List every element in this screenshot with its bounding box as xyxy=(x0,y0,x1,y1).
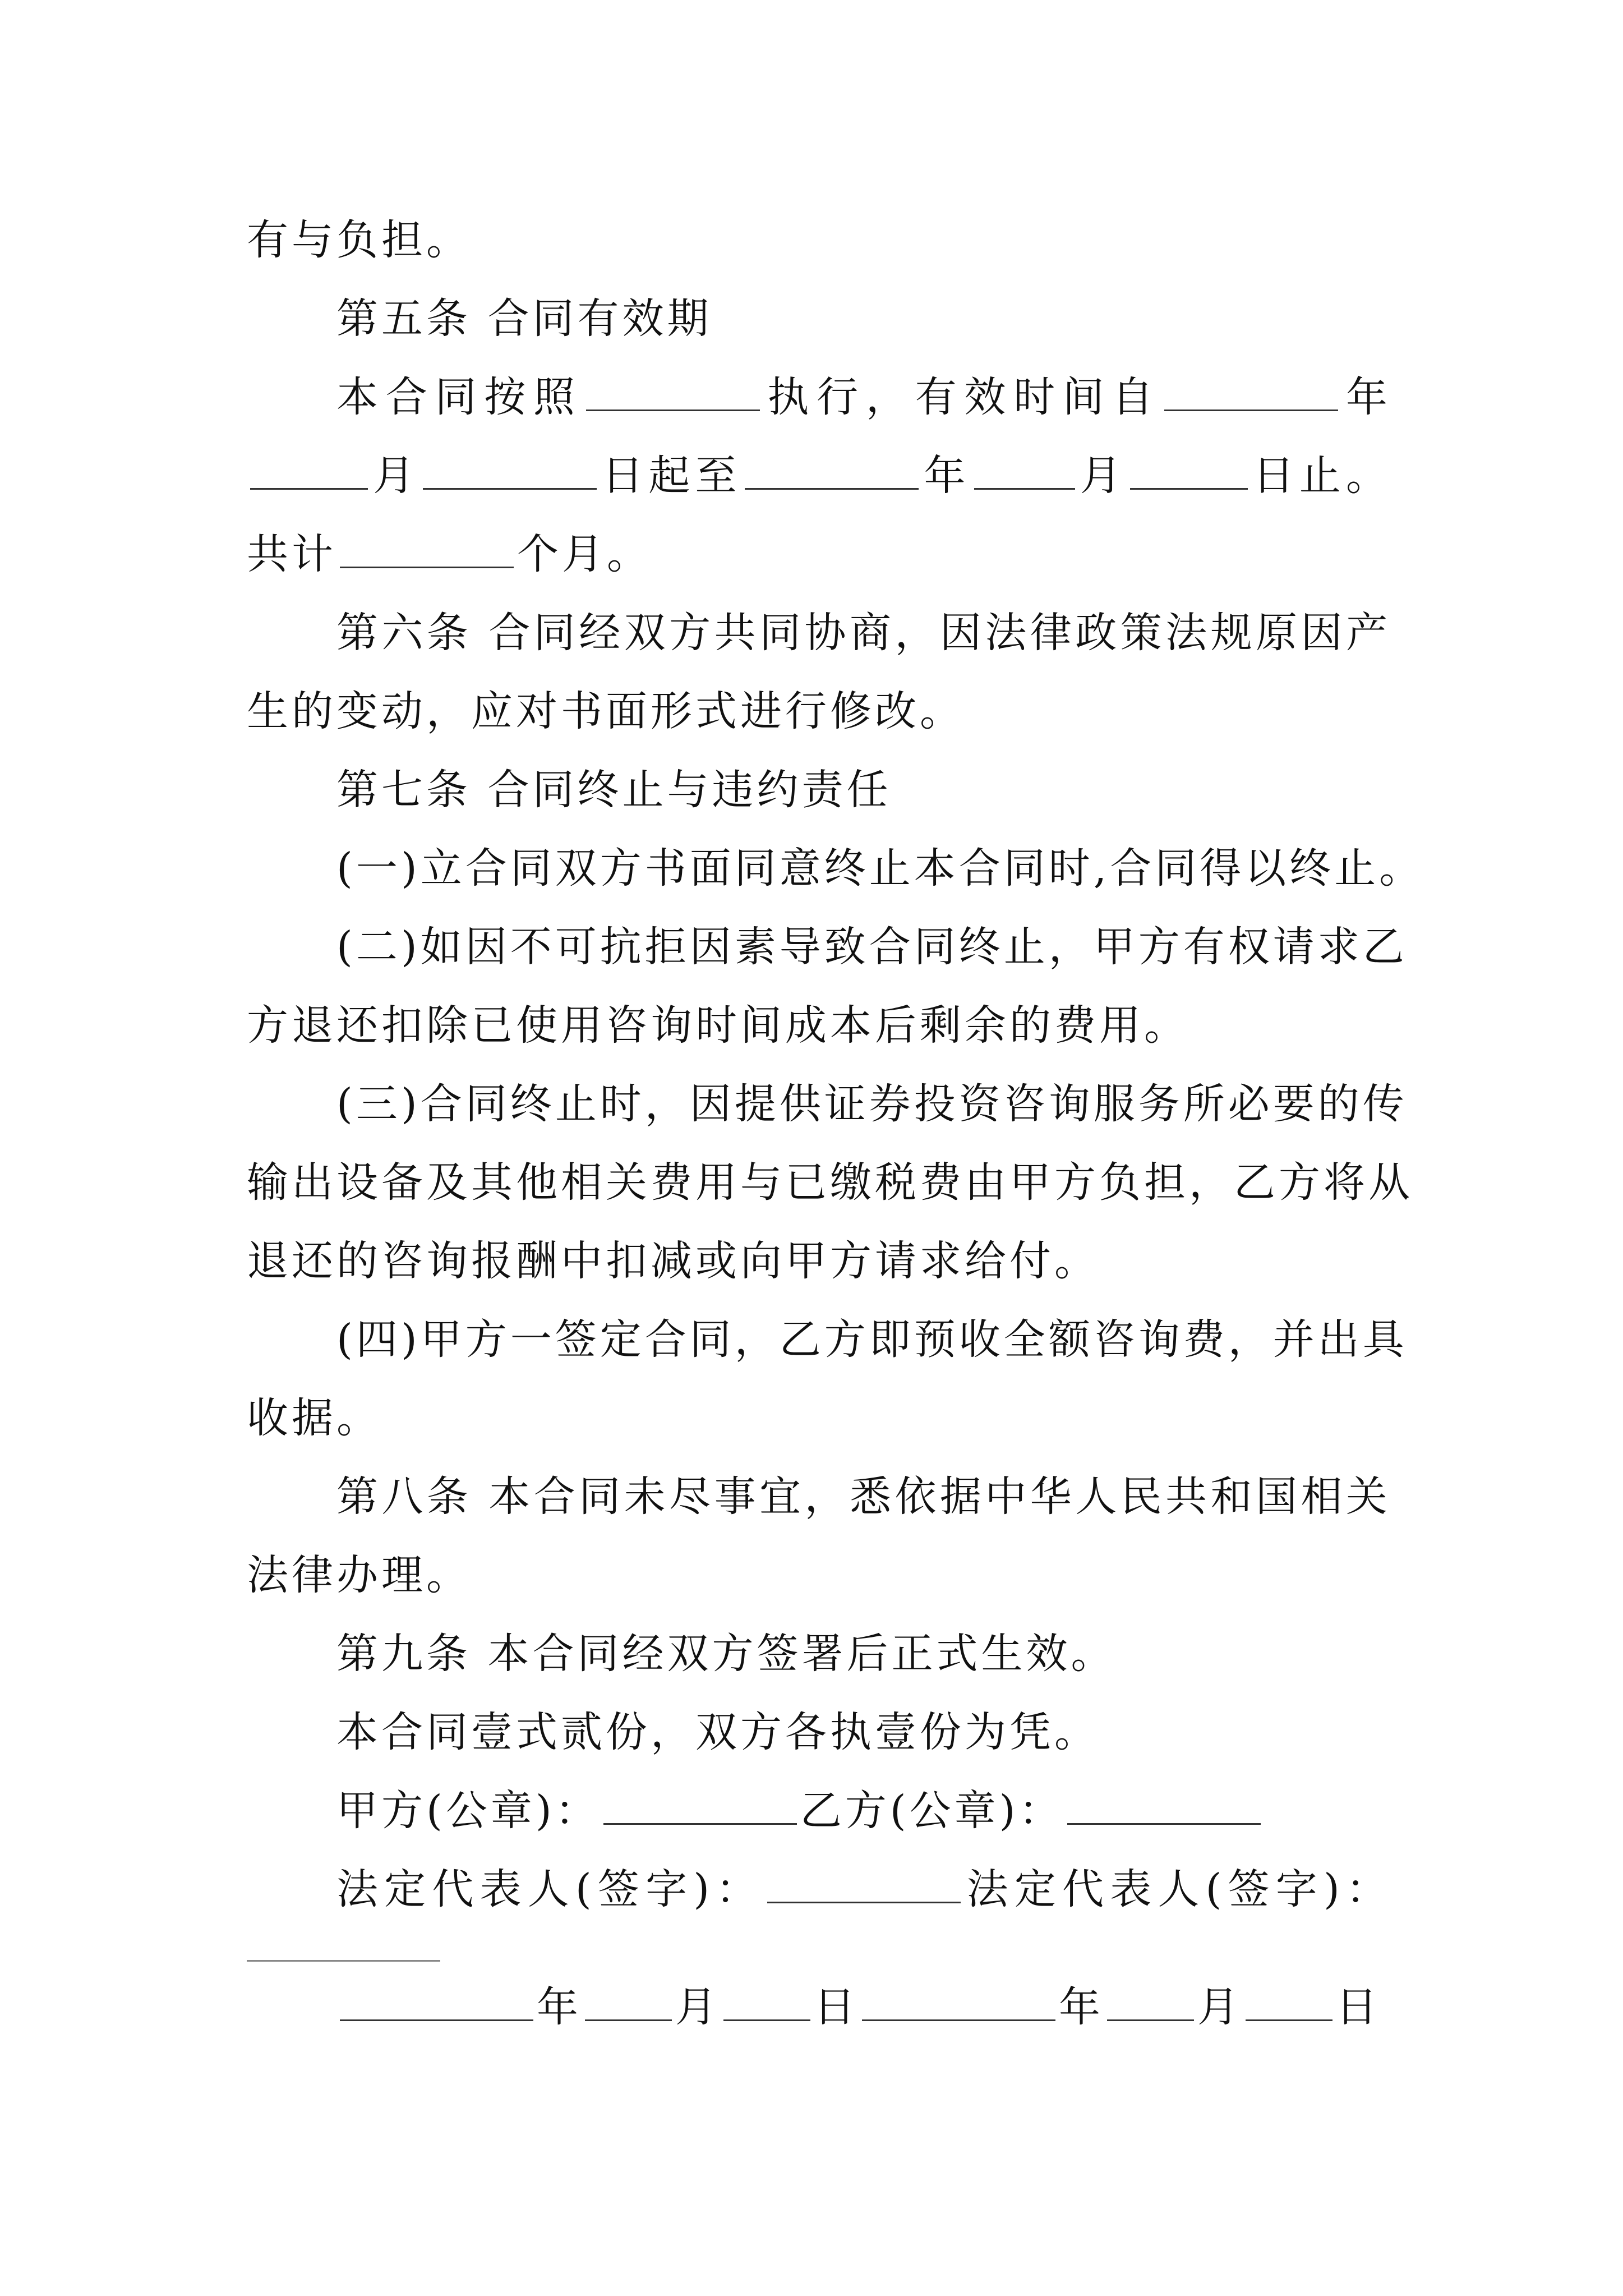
article-five-heading: 第五条 合同有效期 xyxy=(336,295,712,343)
clause-two-line-1: (二)如因不可抗拒因素导致合同终止，甲方有权请求乙 xyxy=(336,923,1408,971)
text-segment: 日 xyxy=(1336,1983,1381,2031)
text-segment: 日止。 xyxy=(1251,452,1391,500)
text-segment: 月 xyxy=(675,1983,720,2031)
text-segment: 本合同按照 xyxy=(336,373,583,421)
text-segment: 执行，有效时间自 xyxy=(763,373,1161,421)
text-segment: 年 xyxy=(1341,373,1391,421)
clause-one: (一)立合同双方书面同意终止本合同时,合同得以终止。 xyxy=(336,844,1424,892)
validity-clause-line-1 xyxy=(336,369,1391,425)
validity-clause-line-2 xyxy=(247,448,1391,504)
blank-field[interactable] xyxy=(423,449,597,490)
text-segment: 月 xyxy=(1197,1983,1242,2031)
clause-three-line-2: 输出设备及其他相关费用与已缴税费由甲方负担，乙方将从 xyxy=(247,1158,1413,1207)
article-six-line-2: 生的变动，应对书面形式进行修改。 xyxy=(247,687,965,735)
date-line xyxy=(336,1979,1391,2035)
party-b-year-field[interactable] xyxy=(862,1980,1055,2021)
copies-statement: 本合同壹式贰份，双方各执壹份为凭。 xyxy=(336,1708,1099,1756)
clause-four-line-1: (四)甲方一签定合同，乙方即预收全额咨询费，并出具 xyxy=(336,1315,1408,1364)
article-seven-heading: 第七条 合同终止与违约责任 xyxy=(336,766,892,814)
text-segment: 共计 xyxy=(247,530,336,578)
party-b-day-field[interactable] xyxy=(1246,1980,1332,2021)
clause-four-line-2: 收据。 xyxy=(247,1394,381,1442)
party-a-day-field[interactable] xyxy=(723,1980,810,2021)
text-segment: 年 xyxy=(537,1983,582,2031)
clause-three-line-3: 退还的咨询报酬中扣减或向甲方请求给付。 xyxy=(247,1237,1099,1285)
blank-field[interactable] xyxy=(1130,449,1248,490)
party-b-seal-field[interactable] xyxy=(1067,1784,1261,1825)
blank-field[interactable] xyxy=(340,527,514,568)
blank-field[interactable] xyxy=(1164,370,1338,411)
party-a-seal-field[interactable] xyxy=(603,1784,797,1825)
party-a-representative-label: 法定代表人(签字)： xyxy=(336,1865,764,1913)
clause-three-line-1: (三)合同终止时，因提供证券投资咨询服务所必要的传 xyxy=(336,1080,1408,1128)
text-segment: 日起至 xyxy=(600,452,742,500)
article-eight-line-2: 法律办理。 xyxy=(247,1551,471,1599)
party-a-seal-label: 甲方(公章)： xyxy=(336,1787,600,1835)
text-segment: 年 xyxy=(922,452,971,500)
party-a-representative-field[interactable] xyxy=(767,1862,961,1903)
party-b-seal-label: 乙方(公章)： xyxy=(800,1787,1064,1835)
validity-clause-line-3 xyxy=(247,526,1391,582)
party-a-year-field[interactable] xyxy=(340,1980,533,2021)
signature-line xyxy=(336,1861,1391,1917)
article-nine: 第九条 本合同经双方签署后正式生效。 xyxy=(336,1630,1116,1678)
party-a-month-field[interactable] xyxy=(585,1980,672,2021)
text-segment: 年 xyxy=(1059,1983,1104,2031)
text-segment: 个月。 xyxy=(517,530,652,578)
blank-field[interactable] xyxy=(974,449,1075,490)
party-b-representative-field[interactable] xyxy=(247,1960,440,1962)
party-b-month-field[interactable] xyxy=(1107,1980,1194,2021)
paragraph-line: 有与负担。 xyxy=(247,216,471,264)
text-segment: 日 xyxy=(814,1983,859,2031)
article-six-line-1: 第六条 合同经双方共同协商，因法律政策法规原因产 xyxy=(336,609,1391,657)
text-segment: 月 xyxy=(371,452,420,500)
text-segment: 月 xyxy=(1078,452,1127,500)
seal-line xyxy=(336,1783,1391,1839)
clause-two-line-2: 方退还扣除已使用咨询时间成本后剩余的费用。 xyxy=(247,1001,1189,1050)
article-eight-line-1: 第八条 本合同未尽事宜，悉依据中华人民共和国相关 xyxy=(336,1473,1391,1521)
blank-field[interactable] xyxy=(586,370,760,411)
blank-field[interactable] xyxy=(250,449,368,490)
party-b-representative-label: 法定代表人(签字)： xyxy=(963,1865,1391,1913)
blank-field[interactable] xyxy=(745,449,919,490)
